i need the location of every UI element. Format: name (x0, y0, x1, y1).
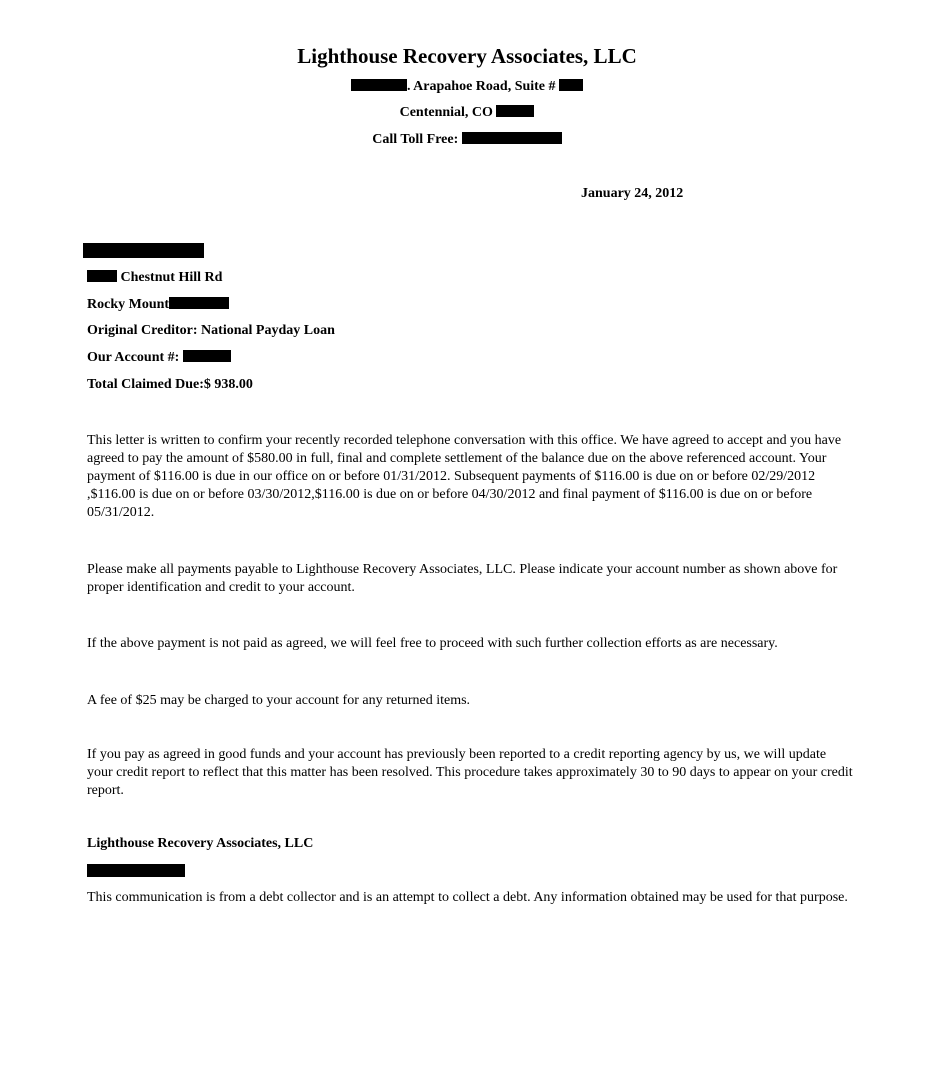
account-label: Our Account #: (87, 350, 180, 365)
city-state: Centennial, CO (399, 105, 493, 120)
street-suffix: . Arapahoe Road, Suite # (406, 79, 556, 94)
company-title: Lighthouse Recovery Associates, LLC (297, 44, 637, 68)
debt-collector-disclaimer: This communication is from a debt collector and is an attempt to collect a debt. Any information obtained may be used for that purpose. (87, 890, 848, 905)
letterhead-phone-line (0, 132, 934, 148)
phone-label: Call Toll Free: (372, 132, 459, 147)
redaction-bar (87, 270, 117, 282)
total-claimed-due: Total Claimed Due:$ 938.00 (87, 377, 253, 392)
signature-redaction (87, 864, 185, 877)
account-number-line (87, 350, 231, 366)
recipient-name-redaction (83, 243, 204, 258)
original-creditor: Original Creditor: National Payday Loan (87, 323, 335, 338)
redaction-bar (183, 350, 231, 362)
redaction-bar (462, 132, 562, 144)
recipient-city: Rocky Mount (87, 297, 170, 312)
recipient-street: Chestnut Hill Rd (120, 270, 223, 285)
redaction-bar (351, 79, 407, 91)
body-paragraph-1: This letter is written to confirm your recently recorded telephone conversation with this office. We have agreed to accept and you have agreed to pay the amount of $580.00 in full, final and complete settlement of the balance due on the above referenced account. Your payment of $116.00 is due in our office on or before 01/31/2012. Subsequent payments of $116.00 is due on or before 02/29/2012 ,$116.00 is due on or before 03/30/2012,$116.00 is due on or before 04/30/2012 and final payment of $116.00 is due on or before 05/31/2012. (87, 433, 842, 520)
body-paragraph-4: A fee of $25 may be charged to your account for any returned items. (87, 693, 471, 708)
recipient-city-line (87, 297, 229, 313)
letterhead-city-line (0, 105, 934, 121)
letterhead-address-line (0, 79, 934, 95)
body-paragraph-3: If the above payment is not paid as agreed, we will feel free to proceed with such further collection efforts as are necessary. (87, 636, 778, 651)
signature-company: Lighthouse Recovery Associates, LLC (87, 836, 314, 851)
body-paragraph-2: Please make all payments payable to Lighthouse Recovery Associates, LLC. Please indicate your account number as shown above for proper identification and credit to your account. (87, 562, 838, 595)
recipient-street-line (87, 270, 222, 286)
redaction-bar (559, 79, 583, 91)
redaction-bar (169, 297, 229, 309)
letter-date: January 24, 2012 (581, 186, 684, 201)
body-paragraph-5: If you pay as agreed in good funds and your account has previously been reported to a credit reporting agency by us, we will update your credit report to reflect that this matter has been resolved. This procedure takes approximately 30 to 90 days to appear on your credit report. (87, 747, 853, 798)
redaction-bar (496, 105, 534, 117)
